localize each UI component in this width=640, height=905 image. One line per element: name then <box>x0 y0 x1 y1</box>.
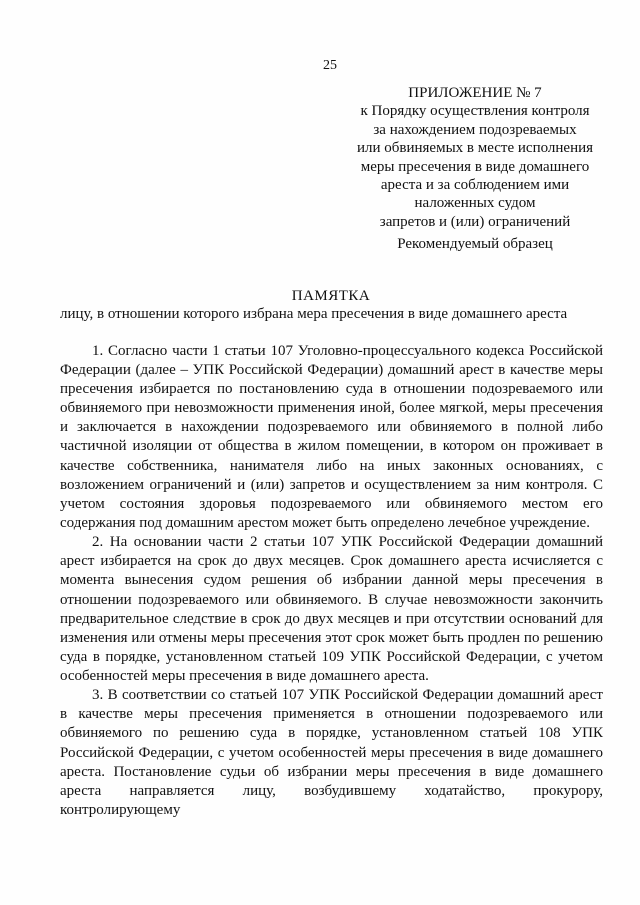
body-text <box>60 342 603 820</box>
appendix-line: наложенных судом <box>414 195 536 212</box>
paragraph-3: 3. В соответствии со статьей 107 УПК Российской Федерации домашний арест в качестве меры пресечения применяется в отношении подозреваемого или обвиняемого по решению суда в порядке, установленном статьей 108 УПК Российской Федерации, с учетом особенностей меры пресечения в виде домашнего ареста. Постановление судьи об избрании меры пресечения в виде домашнего ареста направляется лицу, возбудившему ходатайство, прокурору, контролирующему <box>60 687 603 818</box>
appendix-line: ПРИЛОЖЕНИЕ № 7 <box>408 85 542 101</box>
appendix-header <box>340 84 610 231</box>
appendix-line: запретов и (или) ограничений <box>379 213 571 230</box>
sample-label: Рекомендуемый образец <box>397 236 553 252</box>
appendix-line: меры пресечения в виде домашнего <box>360 158 590 175</box>
appendix-line: за нахождением подозреваемых <box>373 121 577 138</box>
appendix-line: ареста и за соблюдением ими <box>380 177 570 194</box>
document-title: ПАМЯТКА <box>291 288 371 304</box>
paragraph-1: 1. Согласно части 1 статьи 107 Уголовно-процессуального кодекса Российской Федерации (далее – УПК Российской Федерации) домашний арест в качестве меры пресечения избирается по постановлению суда в отношении подозреваемого или обвиняемого при невозможности применения иной, более мягкой, меры пресечения и заключается в нахождении подозреваемого или обвиняемого в полной либо частичной изоляции от общества в жилом помещении, в котором он проживает в качестве собственника, нанимателя либо на иных законных основаниях, с возложением ограничений и (или) запретов и осуществлением за ним контроля. С учетом состояния здоровья подозреваемого или обвиняемого местом его содержания под домашним арестом может быть определено лечебное учреждение. <box>60 343 603 531</box>
page-number: 25 <box>323 58 337 73</box>
paragraph-2: 2. На основании части 2 статьи 107 УПК Российской Федерации домашний арест избирается на срок до двух месяцев. Срок домашнего ареста исчисляется с момента вынесения судом решения об избрании данной меры пресечения в отношении подозреваемого или обвиняемого. В случае невозможности закончить предварительное следствие в срок до двух месяцев и при отсутствии оснований для изменения или отмены меры пресечения этот срок может быть продлен по решению суда в порядке, установленном статьей 109 УПК Российской Федерации, с учетом особенностей меры пресечения в виде домашнего ареста. <box>60 534 603 684</box>
appendix-line: или обвиняемых в месте исполнения <box>356 140 594 157</box>
document-subtitle: лицу, в отношении которого избрана мера пресечения в виде домашнего ареста <box>60 306 568 322</box>
appendix-line: к Порядку осуществления контроля <box>360 103 590 120</box>
